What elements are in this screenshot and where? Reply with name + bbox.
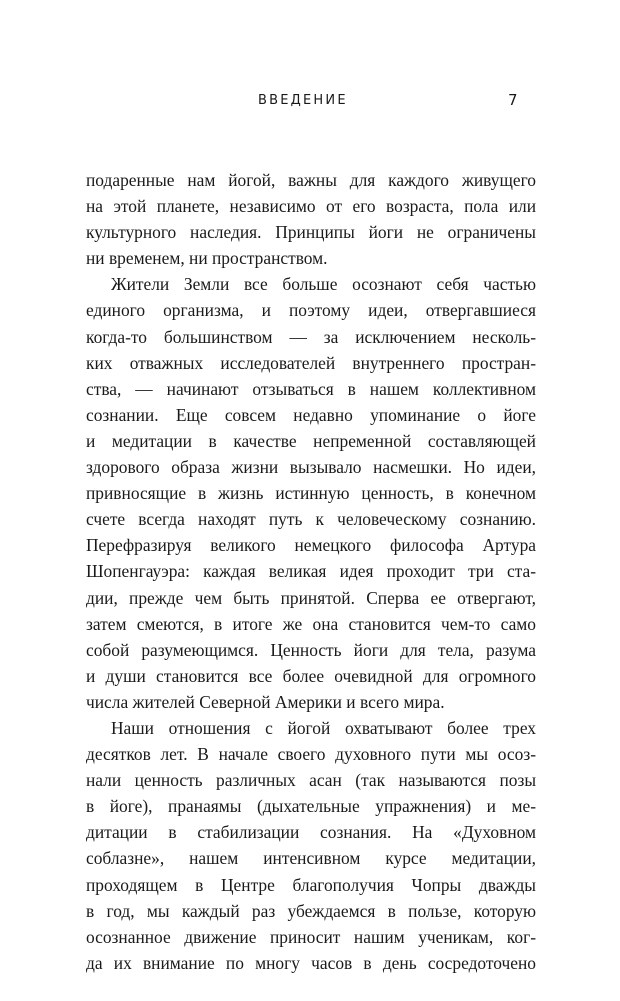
text-line: да их внимание по многу часов в день сосредоточено xyxy=(86,952,536,973)
text-line: собой разумеющимся. Ценность йоги для тела, разума xyxy=(86,639,536,660)
text-line: единого организма, и поэтому идеи, отвергавшиеся xyxy=(86,300,536,321)
text-line: культурного наследия. Принципы йоги не ограничены xyxy=(86,222,536,243)
text-line: Перефразируя великого немецкого философа Артура xyxy=(86,535,536,556)
text-line: когда-то большинством — за исключением несколь- xyxy=(86,326,536,347)
paragraph-first-line: Жители Земли все больше осознают себя частью xyxy=(111,274,536,295)
body-text xyxy=(86,167,536,976)
text-line: соблазне», нашем интенсивном курсе медитации, xyxy=(86,848,536,869)
text-line: десятков лет. В начале своего духовного пути мы осоз- xyxy=(86,744,536,765)
paragraph-first-line: Наши отношения с йогой охватывают более трех xyxy=(111,717,536,738)
text-line: и души становится все более очевидной для огромного xyxy=(86,665,536,686)
text-line: затем смеются, в итоге же она становится чем-то само xyxy=(86,613,536,634)
text-line: привносящие в жизнь истинную ценность, в конечном xyxy=(86,483,536,504)
text-line: и медитации в качестве непременной составляющей xyxy=(86,430,536,451)
text-line: подаренные нам йогой, важны для каждого живущего xyxy=(86,170,536,190)
running-head: ВВЕДЕНИЕ xyxy=(258,93,348,108)
text-line: проходящем в Центре благополучия Чопры дважды xyxy=(86,874,536,895)
page-number: 7 xyxy=(508,91,518,109)
text-line: осознанное движение приносит нашим ученикам, ког- xyxy=(86,926,536,947)
text-line: дии, прежде чем быть принятой. Сперва ее отвергают, xyxy=(86,587,536,608)
text-line: числа жителей Северной Америки и всего мира. xyxy=(86,691,445,712)
text-line: нали ценность различных асан (так называются позы xyxy=(86,770,536,791)
text-line: сознании. Еще совсем недавно упоминание о йоге xyxy=(86,404,536,425)
text-line: счете всегда находят путь к человеческому сознанию. xyxy=(86,509,536,530)
text-line: здорового образа жизни вызывало насмешки. Но идеи, xyxy=(86,457,536,478)
text-line: Шопенгауэра: каждая великая идея проходит три ста- xyxy=(86,561,536,582)
text-line: дитации в стабилизации сознания. На «Духовном xyxy=(86,822,536,843)
text-line: в год, мы каждый раз убеждаемся в пользе, которую xyxy=(86,900,536,921)
text-line: в йоге), пранаямы (дыхательные упражнения) и ме- xyxy=(86,796,536,817)
text-line: ства, — начинают отзываться в нашем коллективном xyxy=(86,378,536,399)
text-line: ни временем, ни пространством. xyxy=(86,248,328,269)
text-line: ких отважных исследователей внутреннего простран- xyxy=(86,352,536,373)
text-line: на этой планете, независимо от его возраста, пола или xyxy=(86,196,536,217)
